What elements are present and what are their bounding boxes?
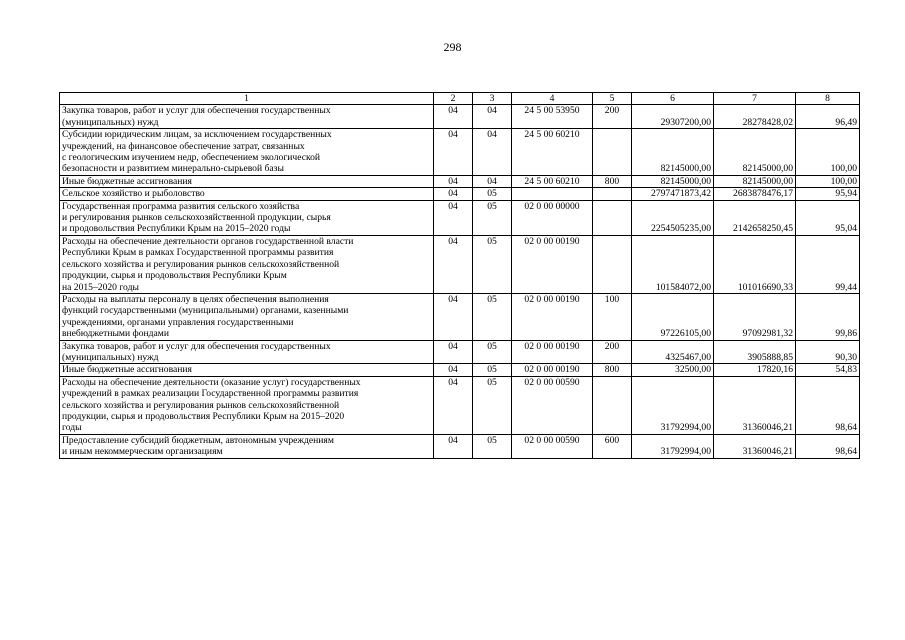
page-number: 298 [443,40,462,54]
target-article-code: 24 5 00 53950 [512,105,593,129]
row-name-line: Закупка товаров, работ и услуг для обеспечения государственных [62,105,331,117]
execution-percent: 98,64 [796,434,860,458]
planned-amount: 97226105,00 [632,293,714,340]
subsection-code: 05 [473,293,512,340]
execution-percent: 54,83 [796,364,860,376]
row-name-line: Государственная программа развития сельского хозяйства [62,200,300,212]
table-row [60,129,860,176]
execution-percent: 90,30 [796,340,860,364]
section-code: 04 [434,105,473,129]
table-body [60,105,860,458]
row-name [60,235,434,293]
section-code: 04 [434,364,473,376]
expense-type-code [593,376,632,434]
executed-amount: 82145000,00 [714,175,796,187]
row-name-line: учреждений в рамках реализации Государственной программы развития [62,388,359,400]
table-row [60,376,860,434]
expense-type-code: 600 [593,434,632,458]
row-name [60,200,434,235]
planned-amount: 82145000,00 [632,175,714,187]
row-name-line: безопасности и развитием минерально-сырьевой базы [62,163,284,175]
row-name [60,293,434,340]
table-row [60,105,860,129]
execution-percent: 99,44 [796,235,860,293]
section-code: 04 [434,235,473,293]
expense-type-code [593,129,632,176]
subsection-code: 05 [473,188,512,200]
table-row [60,340,860,364]
column-header: 6 [632,93,714,105]
target-article-code: 02 0 00 00190 [512,293,593,340]
header-row [60,93,860,105]
budget-table [59,92,860,459]
execution-percent: 100,00 [796,129,860,176]
row-name [60,175,434,187]
row-name [60,364,434,376]
table-row [60,434,860,458]
executed-amount: 17820,16 [714,364,796,376]
subsection-code: 04 [473,105,512,129]
planned-amount: 31792994,00 [632,434,714,458]
target-article-code: 24 5 00 60210 [512,129,593,176]
target-article-code: 24 5 00 60210 [512,175,593,187]
row-name [60,434,434,458]
planned-amount: 4325467,00 [632,340,714,364]
expense-type-code [593,188,632,200]
subsection-code: 05 [473,235,512,293]
section-code: 04 [434,340,473,364]
row-name-line: и продовольствия Республики Крым на 2015–2020 годы [62,223,291,235]
expense-type-code [593,200,632,235]
target-article-code: 02 0 00 00590 [512,376,593,434]
table-row [60,293,860,340]
target-article-code: 02 0 00 00590 [512,434,593,458]
row-name-line: Субсидии юридическим лицам, за исключением государственных [62,129,332,141]
executed-amount: 31360046,21 [714,376,796,434]
target-article-code: 02 0 00 00190 [512,364,593,376]
section-code: 04 [434,376,473,434]
subsection-code: 05 [473,376,512,434]
subsection-code: 04 [473,129,512,176]
planned-amount: 2797471873,42 [632,188,714,200]
executed-amount: 101016690,33 [714,235,796,293]
execution-percent: 95,04 [796,200,860,235]
column-header: 3 [473,93,512,105]
row-name-line: Сельское хозяйство и рыболовство [62,188,205,200]
planned-amount: 29307200,00 [632,105,714,129]
expense-type-code: 800 [593,364,632,376]
row-name-line: Расходы на выплаты персоналу в целях обеспечения выполнения [62,293,329,305]
target-article-code [512,188,593,200]
row-name-line: учреждениями, органами управления государственными [62,316,294,328]
planned-amount: 101584072,00 [632,235,714,293]
execution-percent: 96,49 [796,105,860,129]
column-header: 5 [593,93,632,105]
row-name-line: Иные бюджетные ассигнования [62,175,192,187]
column-header: 2 [434,93,473,105]
column-header: 7 [714,93,796,105]
planned-amount: 82145000,00 [632,129,714,176]
target-article-code: 02 0 00 00000 [512,200,593,235]
row-name-line: продукции, сырья и продовольствия Республики Крым на 2015–2020 [62,410,345,422]
subsection-code: 05 [473,200,512,235]
row-name-line: Иные бюджетные ассигнования [62,364,192,376]
subsection-code: 05 [473,340,512,364]
column-header: 1 [60,93,434,105]
table-row [60,200,860,235]
executed-amount: 82145000,00 [714,129,796,176]
row-name-line: и регулирования рынков сельскохозяйственной продукции, сырья [62,212,331,224]
execution-percent: 99,86 [796,293,860,340]
table-row [60,364,860,376]
table-row [60,175,860,187]
row-name-line: Расходы на обеспечение деятельности органов государственной власти [62,235,354,247]
executed-amount: 97092981,32 [714,293,796,340]
row-name [60,340,434,364]
planned-amount: 32500,00 [632,364,714,376]
row-name-line: на 2015–2020 годы [62,281,139,293]
expense-type-code: 800 [593,175,632,187]
row-name-line: годы [62,422,82,434]
row-name-line: (муниципальных) нужд [62,351,159,363]
row-name [60,376,434,434]
row-name-line: Республики Крым в рамках Государственной программы развития [62,247,334,259]
row-name-line: Закупка товаров, работ и услуг для обеспечения государственных [62,340,331,352]
expense-type-code: 200 [593,340,632,364]
row-name [60,105,434,129]
row-name-line: сельского хозяйства и регулирования рынков сельскохозяйственной [62,399,340,411]
subsection-code: 05 [473,434,512,458]
expense-type-code [593,235,632,293]
table-row [60,188,860,200]
executed-amount: 28278428,02 [714,105,796,129]
section-code: 04 [434,188,473,200]
row-name [60,129,434,176]
row-name-line: учреждений, на финансовое обеспечение затрат, связанных [62,140,305,152]
planned-amount: 31792994,00 [632,376,714,434]
row-name [60,188,434,200]
row-name-line: внебюджетными фондами [62,328,169,340]
target-article-code: 02 0 00 00190 [512,235,593,293]
subsection-code: 04 [473,175,512,187]
row-name-line: Расходы на обеспечение деятельности (оказание услуг) государственных [62,376,361,388]
column-header: 4 [512,93,593,105]
section-code: 04 [434,175,473,187]
section-code: 04 [434,293,473,340]
execution-percent: 100,00 [796,175,860,187]
executed-amount: 3905888,85 [714,340,796,364]
expense-type-code: 100 [593,293,632,340]
executed-amount: 2142658250,45 [714,200,796,235]
row-name-line: сельского хозяйства и регулирования рынков сельскохозяйственной [62,258,340,270]
execution-percent: 98,64 [796,376,860,434]
planned-amount: 2254505235,00 [632,200,714,235]
column-header: 8 [796,93,860,105]
row-name-line: продукции, сырья и продовольствия Республики Крым [62,270,287,282]
row-name-line: (муниципальных) нужд [62,116,159,128]
executed-amount: 31360046,21 [714,434,796,458]
row-name-line: Предоставление субсидий бюджетным, автономным учреждениям [62,434,334,446]
table-row [60,235,860,293]
row-name-line: функций государственными (муниципальными) органами, казенными [62,305,349,317]
subsection-code: 05 [473,364,512,376]
expense-type-code: 200 [593,105,632,129]
executed-amount: 2683878476,17 [714,188,796,200]
target-article-code: 02 0 00 00190 [512,340,593,364]
section-code: 04 [434,129,473,176]
section-code: 04 [434,200,473,235]
execution-percent: 95,94 [796,188,860,200]
row-name-line: с геологическим изучением недр, обеспечением экологической [62,152,321,164]
row-name-line: и иным некоммерческим организациям [62,446,223,458]
section-code: 04 [434,434,473,458]
